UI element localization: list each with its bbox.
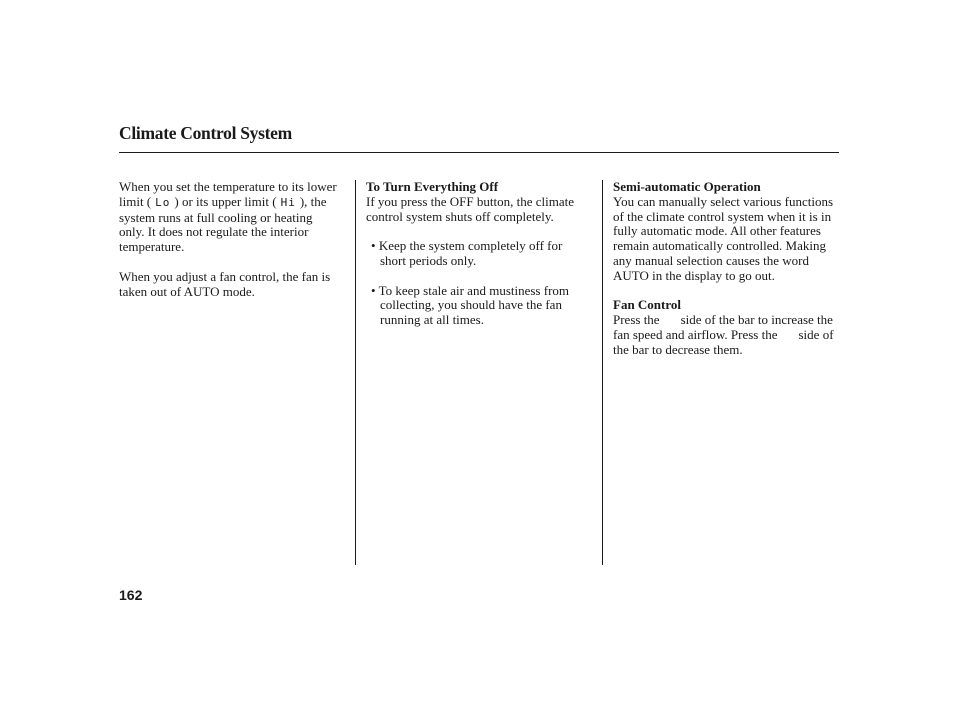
column-divider [355, 180, 356, 565]
hi-display-symbol: Hi [280, 195, 296, 209]
column-divider [602, 180, 603, 565]
fan-auto-paragraph: When you adjust a fan control, the fan is taken out of AUTO mode. [119, 268, 331, 299]
paragraph-text: ) or its upper limit ( [174, 193, 277, 209]
lo-display-symbol: Lo [155, 195, 171, 209]
semi-automatic-paragraph: You can manually select various functions of the climate control system when it is in fully automatic mode. All other features remain automatically controlled. Making any manual selection causes the word AUTO in the display to go out. [613, 193, 833, 283]
turn-off-paragraph: If you press the OFF button, the climate control system shuts off completely. [366, 193, 574, 224]
title-rule [119, 152, 839, 153]
section-heading-turn-off: To Turn Everything Off [366, 179, 499, 194]
section-heading-fan-control: Fan Control [613, 297, 682, 313]
page-title: Climate Control System [119, 123, 292, 143]
bullet-item: • Keep the system completely off for short periods only. [371, 238, 563, 268]
column-right [613, 180, 841, 358]
fan-control-paragraph: Press the side of the bar to increase the fan speed and airflow. Press the side of the bar to decrease them. [613, 312, 834, 357]
section-heading-semi-automatic: Semi-automatic Operation [613, 179, 761, 194]
page-number: 162 [119, 587, 143, 603]
paragraph-text: When you set the temperature to its lower limit ( [119, 179, 337, 209]
paragraph-text: ), the system runs at full cooling or heating only. It does not regulate the interior temperature. [119, 193, 327, 255]
bullet-item: • To keep stale air and mustiness from collecting, you should have the fan running at all times. [371, 282, 570, 328]
column-left [119, 180, 341, 299]
temperature-limit-paragraph [119, 180, 341, 255]
column-middle [366, 180, 588, 328]
